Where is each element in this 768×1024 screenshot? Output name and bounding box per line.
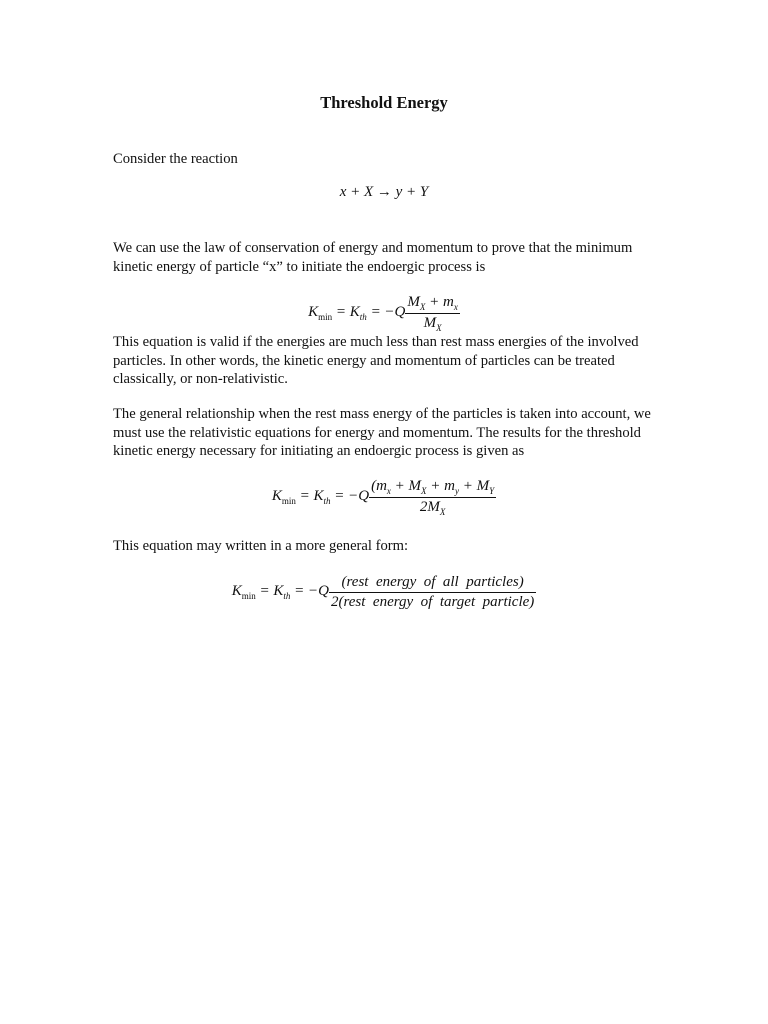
- paragraph-3: The general relationship when the rest mass energy of the particles is taken into account, we must use the relativistic equations for energy and momentum. The results for the threshold kinetic energy necessary for initiating an endoergic process is given as: [113, 406, 651, 459]
- equation-threshold-relativistic: [0, 475, 768, 519]
- eq1-lhs: $K_{min} = K_{th} = -Q$: [308, 304, 406, 322]
- equation-threshold-general: [0, 570, 768, 614]
- intro-text: Consider the reaction: [113, 151, 238, 167]
- eq2-lhs: $K_{min} = K_{th} = -Q$: [271, 488, 370, 506]
- reaction-equation: x + X → y + Y: [339, 184, 429, 200]
- eq2-fraction: $\frac{(m_x + M_X + m_y + M_Y}{2M_X}$: [371, 477, 495, 517]
- eq3-fraction: $\frac{\text{(rest energy of all particles)}}{\text{2(rest energy of target particle)}}$: [330, 573, 535, 610]
- paragraph-2: This equation is valid if the energies are much less than rest mass energies of the involved particles. In other words, the kinetic energy and momentum of particles can be treated classically, or non-relativistic.: [113, 334, 639, 387]
- paragraph-1: We can use the law of conservation of energy and momentum to prove that the minimum kinetic energy of particle “x” to initiate the endoergic process is: [113, 240, 633, 275]
- page-title: Threshold Energy: [320, 93, 448, 112]
- paragraph-4: This equation may written in a more general form:: [113, 538, 409, 554]
- eq3-lhs: $K_{min} = K_{th} = -Q$: [231, 583, 329, 601]
- equation-threshold-classical: [0, 291, 768, 335]
- eq1-fraction: $\frac{M_X + m_x}{M_X}$: [407, 293, 458, 333]
